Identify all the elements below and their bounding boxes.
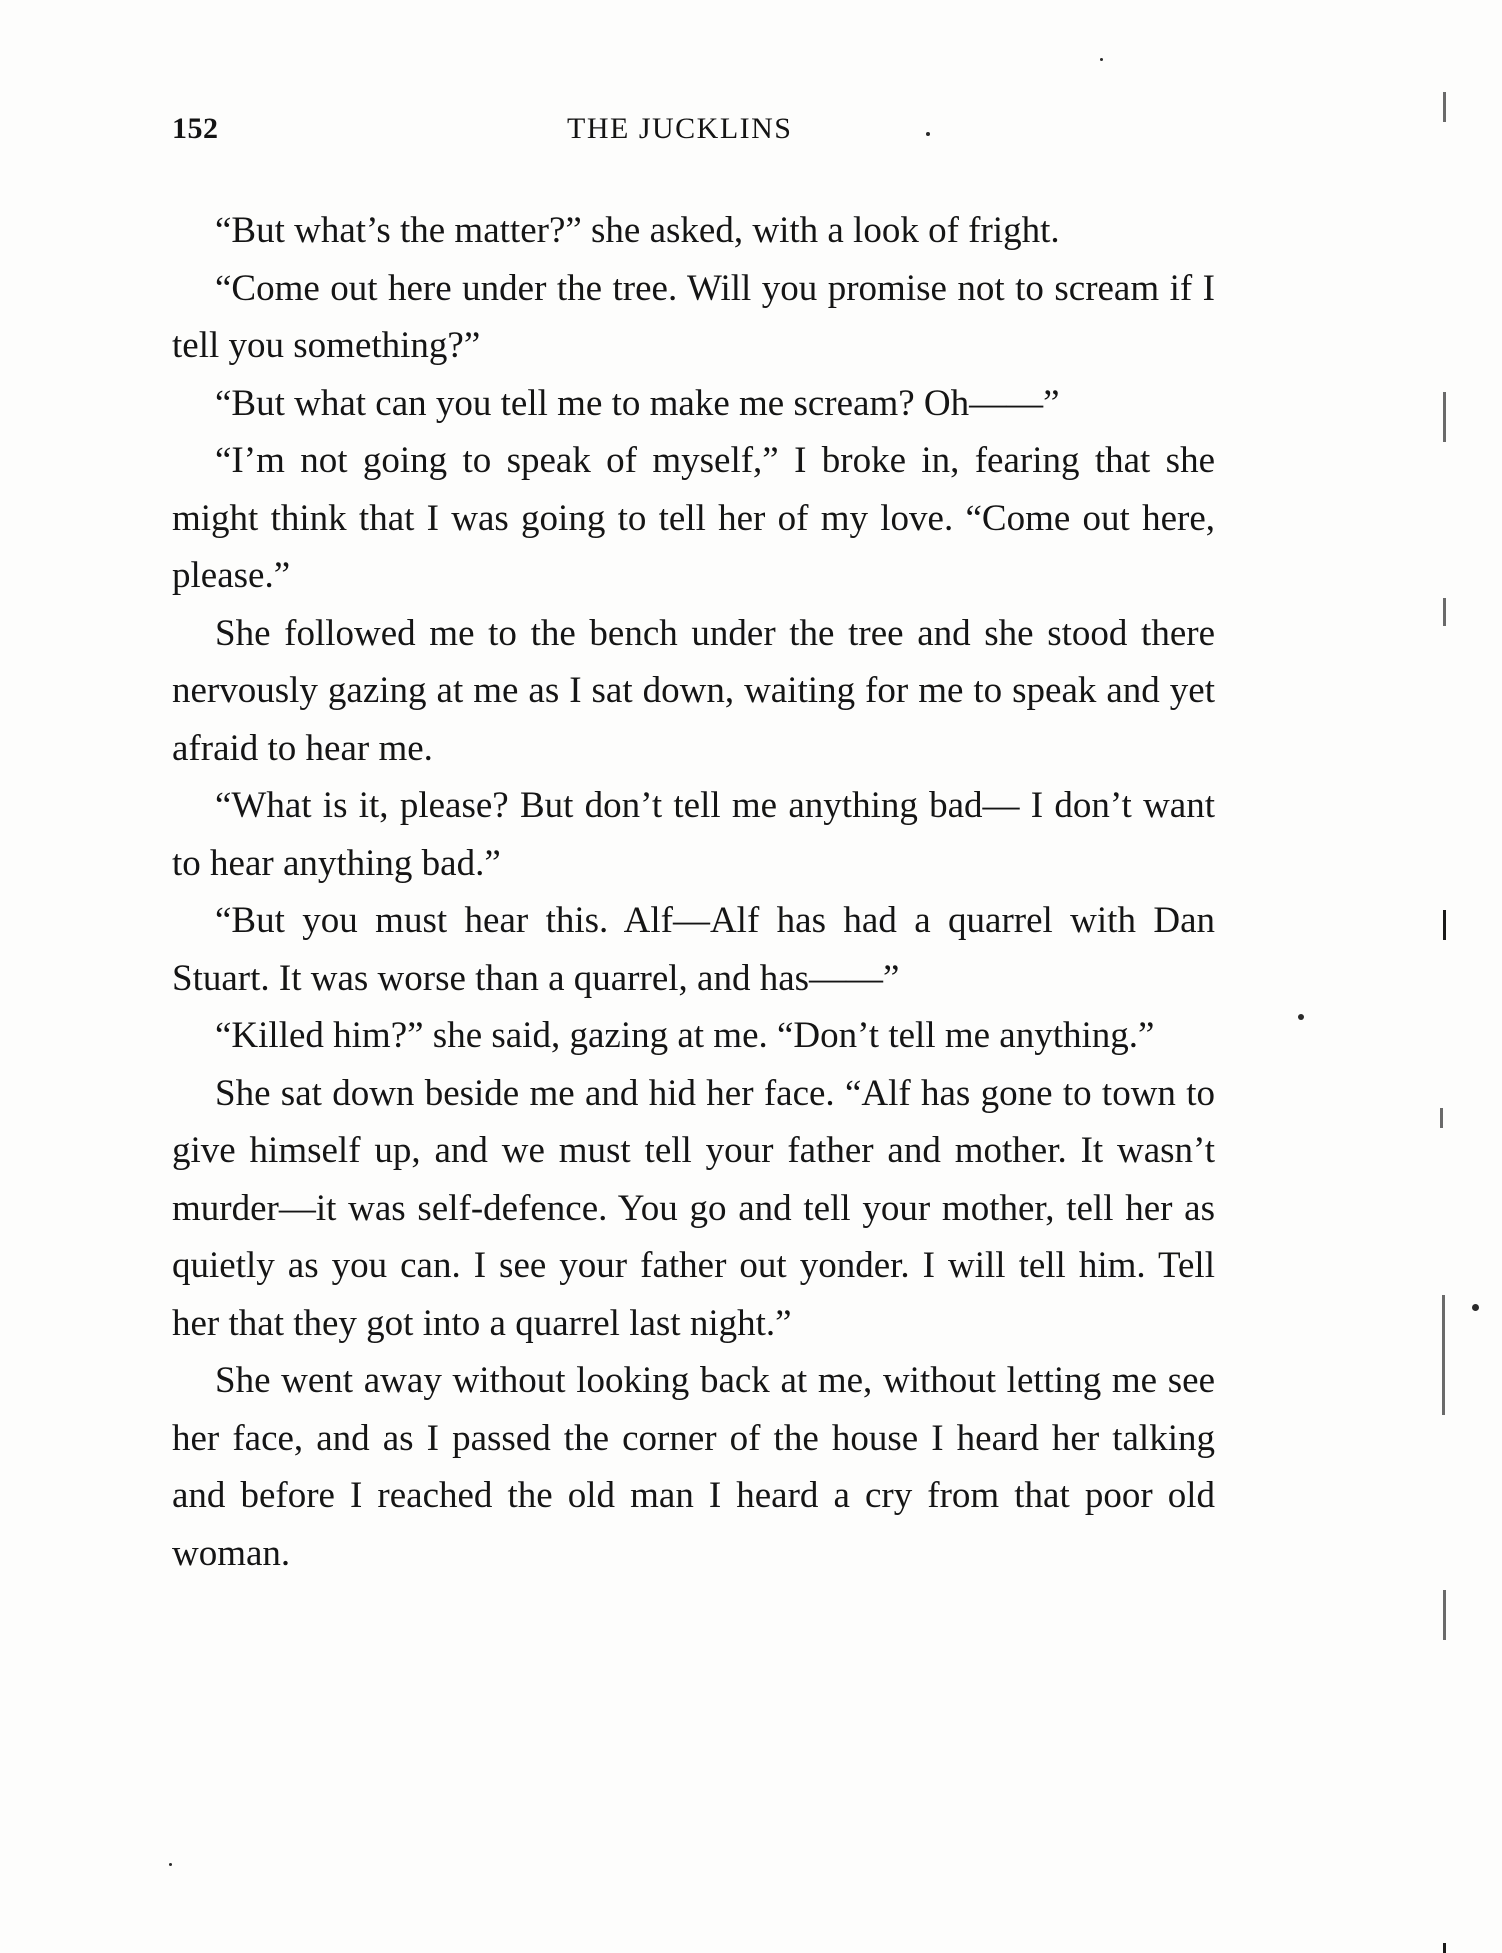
paragraph: “Come out here under the tree. Will you promise not to scream if I tell you something?” bbox=[172, 267, 1215, 366]
paragraph: She went away without looking back at me, without letting me see her face, and as I passed the corner of the house I heard her talking and before I reached the old man I heard a cry from that poor old woman. bbox=[172, 1360, 1215, 1574]
paragraph: “I’m not going to speak of myself,” I broke in, fearing that she might think that I was going to tell her of my love. “Come out here, please.” bbox=[172, 440, 1215, 596]
scan-speck bbox=[926, 132, 930, 136]
scan-artifact bbox=[1443, 1590, 1446, 1640]
paragraph: “What is it, please? But don’t tell me anything bad— I don’t want to hear anything bad.” bbox=[172, 785, 1215, 884]
paragraph: “But you must hear this. Alf—Alf has had a quarrel with Dan Stuart. It was worse than a quarrel, and has——” bbox=[172, 900, 1215, 999]
scan-artifact bbox=[1443, 392, 1446, 442]
paragraph: “But what’s the matter?” she asked, with a look of fright. bbox=[215, 210, 1060, 251]
body-text bbox=[172, 202, 1215, 1582]
scan-artifact bbox=[1443, 598, 1446, 626]
paragraph: She sat down beside me and hid her face. “Alf has gone to town to give himself up, and we must tell your father and mother. It wasn’t murder—it was self-defence. You go and tell your mother, tell her as quietly as you can. I see your father out yonder. I will tell him. Tell her that they got into a quarrel last night.” bbox=[172, 1072, 1215, 1344]
scan-speck bbox=[169, 1863, 172, 1866]
scan-artifact bbox=[1442, 1295, 1445, 1415]
scan-artifact bbox=[1443, 1943, 1446, 1953]
page-number: 152 bbox=[172, 112, 219, 145]
scan-speck bbox=[1472, 1304, 1479, 1311]
running-title: THE JUCKLINS bbox=[567, 112, 793, 145]
scan-artifact bbox=[1443, 92, 1446, 122]
scan-artifact bbox=[1440, 1108, 1443, 1128]
scan-speck bbox=[1100, 58, 1103, 61]
page-header bbox=[172, 112, 1212, 152]
paragraph: She followed me to the bench under the tree and she stood there nervously gazing at me as I sat down, waiting for me to speak and yet afraid to hear me. bbox=[172, 612, 1215, 769]
paragraph: “But what can you tell me to make me scream? Oh——” bbox=[215, 382, 1060, 424]
scan-artifact bbox=[1443, 910, 1446, 940]
scan-speck bbox=[1298, 1014, 1304, 1020]
paragraph: “Killed him?” she said, gazing at me. “Don’t tell me anything.” bbox=[215, 1015, 1155, 1056]
